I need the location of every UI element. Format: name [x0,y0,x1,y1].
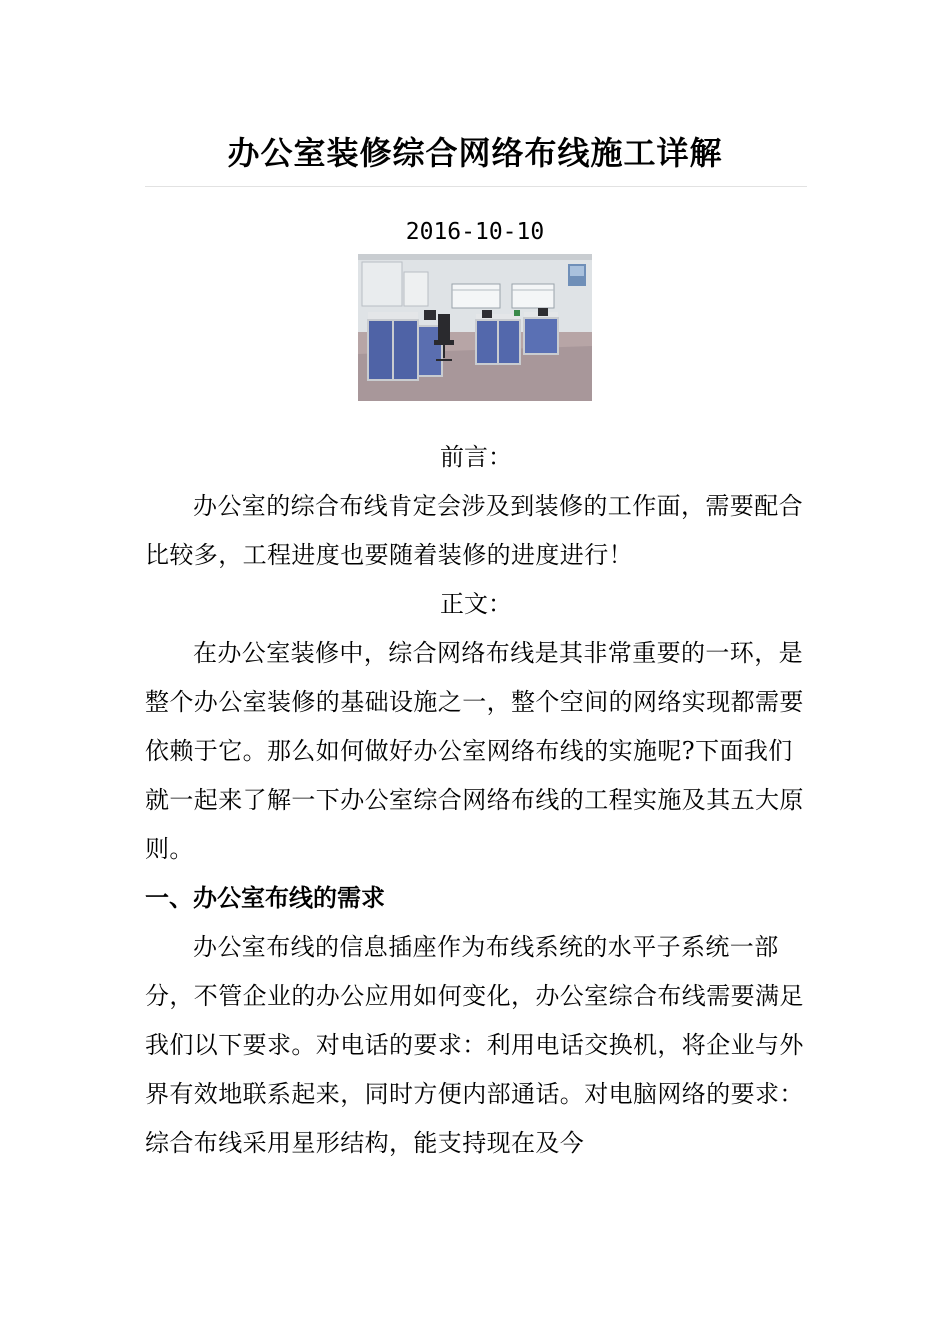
preface-paragraph: 办公室的综合布线肯定会涉及到装修的工作面，需要配合比较多，工程进度也要随着装修的进度进行！ [145,492,803,569]
office-photo [358,254,592,401]
section-paragraph: 办公室布线的信息插座作为布线系统的水平子系统一部分，不管企业的办公应用如何变化，办公室综合布线需要满足我们以下要求。对电话的要求：利用电话交换机，将企业与外界有效地联系起来，同时方便内部通话。对电脑网络的要求：综合布线采用星形结构，能支持现在及今 [145,933,804,1157]
document-body [145,433,807,1168]
publish-date: 2016-10-10 [405,219,545,245]
title-divider [145,186,807,187]
section-heading: 一、办公室布线的需求 [145,884,385,912]
body-intro-paragraph: 在办公室装修中，综合网络布线是其非常重要的一环，是整个办公室装修的基础设施之一，整个空间的网络实现都需要依赖于它。那么如何做好办公室网络布线的实施呢?下面我们就一起来了解一下办公室综合网络布线的工程实施及其五大原则。 [145,639,804,863]
document-title: 办公室装修综合网络布线施工详解 [227,134,723,172]
preface-label: 前言： [440,443,512,471]
body-label: 正文： [440,590,512,618]
